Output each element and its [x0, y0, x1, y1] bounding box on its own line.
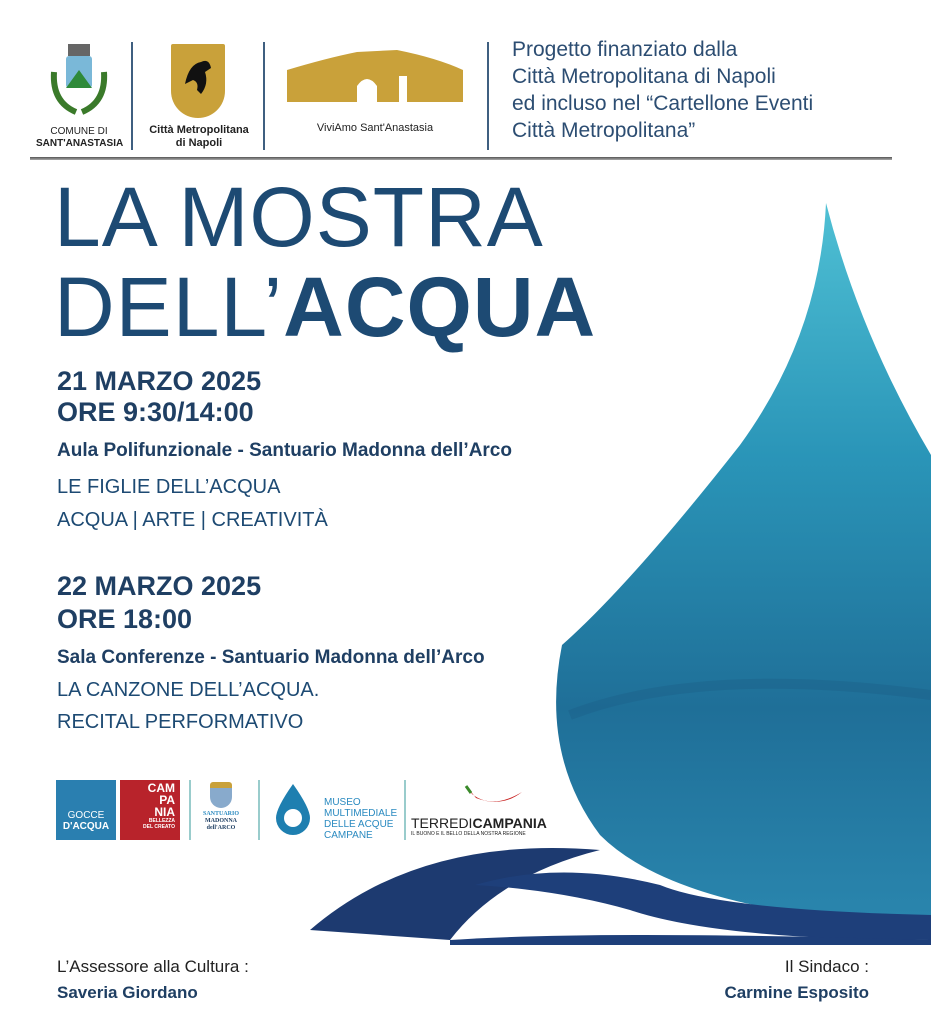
event-1-line: LE FIGLIE DELL’ACQUA: [57, 476, 281, 498]
chili-pepper-icon: [462, 784, 526, 812]
event-2-date: 22 MARZO 2025: [57, 571, 262, 601]
event-2-venue: Sala Conferenze - Santuario Madonna dell’Arco: [57, 647, 485, 668]
comune-logo: [48, 42, 110, 124]
signature-role: Il Sindaco :: [784, 957, 869, 976]
santuario-logo: [196, 782, 246, 832]
signature-sindaco: [724, 957, 869, 1003]
project-line: ed incluso nel “Cartellone Eventi: [512, 92, 814, 115]
campania-text: CAM: [147, 781, 175, 795]
event-1-venue: Aula Polifunzionale - Santuario Madonna dell’Arco: [57, 440, 512, 461]
signature-role: L’Assessore alla Cultura :: [57, 957, 249, 976]
santuario-text: dell'ARCO: [206, 825, 236, 831]
event-2-time: ORE 18:00: [57, 604, 193, 634]
event-1-date: 21 MARZO 2025: [57, 366, 262, 396]
signature-name: Saveria Giordano: [57, 983, 198, 1002]
gocce-text: D'ACQUA: [62, 821, 110, 832]
title-dell: DELL’: [54, 260, 284, 354]
event-1-line: ACQUA | ARTE | CREATIVITÀ: [57, 509, 328, 531]
citta-metropolitana-shield: [171, 44, 225, 118]
title-line-2: [54, 262, 596, 352]
museo-text: [324, 797, 397, 841]
gocce-dacqua-logo: [56, 780, 116, 840]
terre-text: CAMPANIA: [472, 815, 547, 831]
santuario-text: MADONNA: [205, 818, 237, 824]
comune-caption-1: COMUNE DI: [50, 126, 108, 137]
terre-tagline: IL BUONO E IL BELLO DELLA NOSTRA REGIONE: [411, 831, 526, 837]
project-line: Città Metropolitana di Napoli: [512, 65, 776, 88]
museo-line: MULTIMEDIALE: [324, 808, 398, 819]
citta-caption-1: Città Metropolitana: [149, 124, 249, 136]
campania-text: NIA: [154, 805, 175, 819]
museo-drop-icon: [270, 782, 316, 838]
title-acqua: ACQUA: [283, 260, 597, 354]
project-line: Progetto finanziato dalla: [512, 38, 738, 61]
terre-text: TERREDI: [411, 815, 473, 831]
signature-name: Carmine Esposito: [724, 983, 869, 1002]
viviamo-skyline-logo: [287, 48, 463, 102]
campania-text: PA: [159, 793, 175, 807]
header-divider: [30, 157, 892, 160]
project-line: Città Metropolitana”: [512, 119, 696, 142]
museo-line: MUSEO: [324, 797, 361, 808]
museo-line: CAMPANE: [324, 830, 373, 841]
gocce-text: GOCCE: [67, 810, 105, 821]
citta-caption-2: di Napoli: [175, 137, 223, 149]
campania-text: DEL CREATO: [143, 824, 175, 830]
viviamo-caption: ViviAmo Sant'Anastasia: [316, 122, 434, 134]
museo-line: DELLE ACQUE: [324, 819, 394, 830]
campania-logo: [120, 780, 180, 840]
campania-text: BELLEZZA: [148, 818, 175, 824]
event-1-time: ORE 9:30/14:00: [57, 397, 254, 427]
terre-di-campania-logo: [411, 815, 547, 837]
title-line-1: LA MOSTRA: [54, 170, 544, 264]
signature-assessore: [57, 957, 249, 1003]
santuario-text: SANTUARIO: [202, 811, 239, 817]
event-2-line: RECITAL PERFORMATIVO: [57, 711, 304, 733]
project-funding-text: [512, 36, 813, 144]
event-2-line: LA CANZONE DELL’ACQUA.: [57, 679, 320, 701]
comune-caption-2: SANT'ANASTASIA: [36, 138, 124, 149]
